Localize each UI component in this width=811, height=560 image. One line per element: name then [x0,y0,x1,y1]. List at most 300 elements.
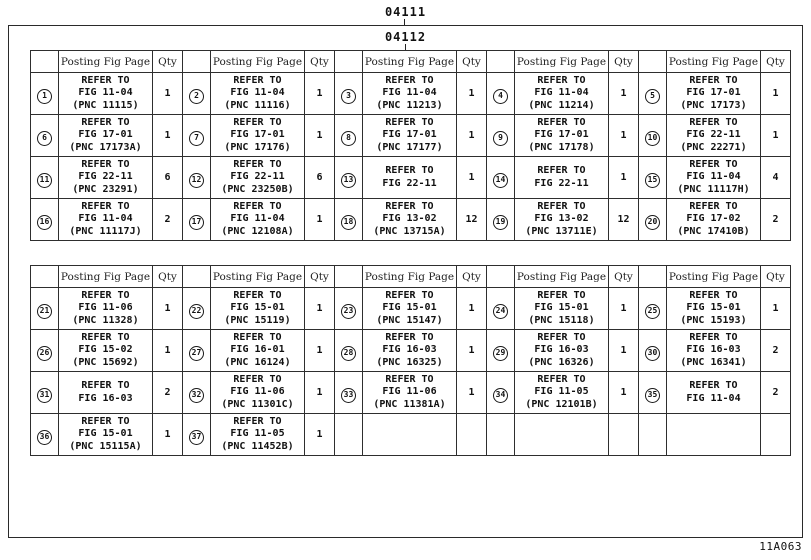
fig-reference-line: REFER TO [81,331,130,343]
item-number-badge [37,346,52,361]
qty-value: 1 [316,387,323,398]
qty-value-cell [457,330,487,372]
qty-value: 12 [465,214,478,225]
fig-reference-line: (PNC 11213) [376,99,443,111]
fig-reference-line: (PNC 17410B) [677,225,750,237]
qty-value: 2 [164,214,171,225]
fig-reference-cell [515,73,609,115]
fig-reference-line: REFER TO [385,331,434,343]
item-number-cell [639,73,667,115]
qty-value-cell [609,330,639,372]
table-row [31,330,791,372]
fig-reference-line: (PNC 13711E) [525,225,598,237]
fig-reference-line: FIG 15-01 [78,428,133,440]
qty-value: 1 [316,303,323,314]
qty-value-cell [305,157,335,199]
fig-reference-line: FIG 17-01 [78,129,133,141]
item-number: 12 [191,175,202,185]
qty-value-cell [457,372,487,414]
item-number: 13 [343,175,354,185]
item-number: 28 [343,348,354,358]
fig-reference-cell [667,157,761,199]
fig-reference-line: FIG 11-04 [686,171,741,183]
item-number-cell [487,288,515,330]
item-number: 14 [495,175,506,185]
fig-reference-line: FIG 15-02 [78,344,133,356]
item-number-badge [341,89,356,104]
item-number: 24 [495,306,506,316]
fig-reference-line: REFER TO [81,158,130,170]
fig-reference-line: REFER TO [689,289,738,301]
item-number: 9 [498,133,503,143]
fig-reference-line: (PNC 11381A) [373,398,446,410]
item-number-cell [183,157,211,199]
doc-code-04112: 04112 [384,30,427,44]
fig-reference-line: FIG 15-01 [230,302,285,314]
item-number-badge [341,388,356,403]
fig-reference-line: FIG 16-03 [686,344,741,356]
item-number: 23 [343,306,354,316]
fig-reference-cell [667,73,761,115]
qty-value: 6 [316,172,323,183]
item-number-badge [189,89,204,104]
qty-value: 1 [772,130,779,141]
fig-reference-line: REFER TO [385,373,434,385]
fig-reference-line: FIG 16-03 [382,344,437,356]
qty-value-cell [761,73,791,115]
item-number: 21 [39,306,50,316]
item-number-cell [639,414,667,456]
parts-table-lower [30,265,791,456]
fig-reference-line: REFER TO [81,289,130,301]
item-number-badge [493,173,508,188]
fig-reference-cell [363,372,457,414]
fig-reference-line: REFER TO [233,74,282,86]
item-number-badge [645,215,660,230]
fig-reference-line: REFER TO [537,200,586,212]
header-spacer-cell [639,51,667,73]
item-number-badge [493,388,508,403]
item-number: 25 [647,306,658,316]
item-number: 19 [495,217,506,227]
item-number-badge [645,388,660,403]
qty-value: 1 [316,429,323,440]
fig-reference-line: (PNC 13715A) [373,225,446,237]
fig-reference-cell [59,157,153,199]
qty-value-cell [761,414,791,456]
fig-reference-line: REFER TO [233,116,282,128]
fig-reference-line: REFER TO [233,373,282,385]
fig-reference-line: REFER TO [81,74,130,86]
fig-reference-line: (PNC 11116) [224,99,291,111]
fig-reference-line: (PNC 16341) [680,356,747,368]
header-spacer-cell [183,266,211,288]
item-number-badge [37,215,52,230]
item-number-badge [493,304,508,319]
fig-reference-line: REFER TO [233,200,282,212]
fig-reference-line: REFER TO [689,380,738,391]
header-posting-fig-page: Posting Fig Page [363,266,457,288]
item-number-badge [493,131,508,146]
qty-value: 1 [316,214,323,225]
page-code: 11A063 [759,540,802,553]
item-number: 4 [498,91,503,101]
header-spacer-cell [639,266,667,288]
fig-reference-cell [667,199,761,241]
header-qty: Qty [305,266,335,288]
qty-value: 1 [164,429,171,440]
item-number-badge [189,173,204,188]
qty-value: 1 [620,130,627,141]
item-number: 17 [191,217,202,227]
qty-value-cell [153,157,183,199]
qty-value-cell [609,414,639,456]
table-row [31,199,791,241]
fig-reference-line: FIG 16-01 [230,344,285,356]
item-number: 6 [42,133,47,143]
fig-reference-line: REFER TO [233,158,282,170]
qty-value-cell [457,73,487,115]
qty-value: 1 [620,172,627,183]
outer-frame [8,25,803,538]
item-number-badge [645,346,660,361]
fig-reference-line: FIG 11-04 [230,87,285,99]
fig-reference-cell [59,73,153,115]
fig-reference-cell [363,414,457,456]
qty-value: 1 [468,387,475,398]
doc-code-04111: 04111 [384,5,427,19]
item-number-cell [335,414,363,456]
qty-value-cell [609,199,639,241]
item-number-cell [335,199,363,241]
qty-value-cell [457,157,487,199]
qty-value-cell [609,73,639,115]
fig-reference-line: (PNC 11117J) [69,225,142,237]
item-number: 32 [191,390,202,400]
item-number: 36 [39,432,50,442]
item-number: 22 [191,306,202,316]
fig-reference-cell [59,414,153,456]
qty-value: 1 [316,345,323,356]
header-posting-fig-page: Posting Fig Page [667,266,761,288]
fig-reference-line: FIG 11-06 [382,386,437,398]
fig-reference-cell [667,372,761,414]
item-number-badge [189,304,204,319]
fig-reference-line: (PNC 15193) [680,314,747,326]
fig-reference-line: REFER TO [385,116,434,128]
item-number-cell [487,115,515,157]
qty-value-cell [153,372,183,414]
fig-reference-line: REFER TO [81,380,130,391]
fig-reference-line: (PNC 15115A) [69,440,142,452]
fig-reference-line: REFER TO [689,331,738,343]
item-number-cell [31,288,59,330]
fig-reference-line: (PNC 17173A) [69,141,142,153]
fig-reference-line: FIG 11-04 [534,87,589,99]
item-number: 31 [39,390,50,400]
fig-reference-line: REFER TO [81,116,130,128]
fig-reference-cell [667,330,761,372]
fig-reference-line: (PNC 17177) [376,141,443,153]
item-number-badge [645,304,660,319]
fig-reference-line: REFER TO [537,116,586,128]
item-number: 35 [647,390,658,400]
item-number: 34 [495,390,506,400]
qty-value-cell [457,199,487,241]
fig-reference-cell [59,288,153,330]
fig-reference-cell [59,330,153,372]
fig-reference-line: FIG 22-11 [230,171,285,183]
fig-reference-line: FIG 11-04 [230,213,285,225]
header-posting-fig-page: Posting Fig Page [515,266,609,288]
item-number-cell [335,288,363,330]
header-qty: Qty [761,51,791,73]
qty-value: 1 [468,88,475,99]
qty-value-cell [305,73,335,115]
fig-reference-cell [667,115,761,157]
item-number-cell [335,73,363,115]
item-number-badge [37,131,52,146]
fig-reference-line: REFER TO [537,74,586,86]
item-number-cell [335,330,363,372]
item-number-badge [341,131,356,146]
fig-reference-cell [211,288,305,330]
table-row [31,157,791,199]
fig-reference-line: REFER TO [385,74,434,86]
fig-reference-line: FIG 17-01 [686,87,741,99]
qty-value-cell [609,372,639,414]
qty-value-cell [761,330,791,372]
item-number-cell [183,372,211,414]
item-number-badge [493,346,508,361]
fig-reference-line: (PNC 15118) [528,314,595,326]
qty-value-cell [457,288,487,330]
item-number: 29 [495,348,506,358]
item-number: 26 [39,348,50,358]
item-number: 5 [650,91,655,101]
item-number-cell [31,115,59,157]
item-number-cell [639,372,667,414]
fig-reference-cell [211,372,305,414]
item-number-badge [341,346,356,361]
fig-reference-cell [363,288,457,330]
fig-reference-line: FIG 22-11 [534,177,589,189]
fig-reference-line: (PNC 15692) [72,356,139,368]
header-qty: Qty [609,266,639,288]
item-number-cell [31,73,59,115]
fig-reference-line: FIG 17-01 [230,129,285,141]
fig-reference-line: FIG 16-03 [78,392,133,404]
fig-reference-line: (PNC 11301C) [221,398,294,410]
qty-value: 1 [164,303,171,314]
fig-reference-line: (PNC 12108A) [221,225,294,237]
header-spacer-cell [183,51,211,73]
fig-reference-line: FIG 22-11 [686,129,741,141]
parts-table-upper [30,50,791,241]
item-number-badge [37,89,52,104]
qty-value-cell [153,73,183,115]
header-qty: Qty [153,51,183,73]
qty-value: 1 [316,88,323,99]
qty-value: 1 [468,172,475,183]
fig-reference-line: FIG 11-04 [78,87,133,99]
item-number: 2 [194,91,199,101]
fig-reference-cell [515,330,609,372]
item-number: 3 [346,91,351,101]
fig-reference-line: REFER TO [537,165,586,176]
fig-reference-line: FIG 22-11 [78,171,133,183]
qty-value: 1 [620,88,627,99]
item-number-badge [37,430,52,445]
item-number-cell [639,199,667,241]
qty-value-cell [457,115,487,157]
fig-reference-line: FIG 11-05 [534,386,589,398]
fig-reference-line: (PNC 16326) [528,356,595,368]
fig-reference-line: REFER TO [233,331,282,343]
fig-reference-cell [363,115,457,157]
item-number-cell [487,414,515,456]
fig-reference-line: (PNC 15119) [224,314,291,326]
fig-reference-cell [667,288,761,330]
fig-reference-line: (PNC 12101B) [525,398,598,410]
item-number-badge [189,215,204,230]
header-posting-fig-page: Posting Fig Page [667,51,761,73]
fig-reference-line: FIG 15-01 [382,302,437,314]
item-number-cell [183,199,211,241]
fig-reference-line: (PNC 11115) [72,99,139,111]
item-number-cell [335,115,363,157]
item-number-cell [31,414,59,456]
qty-value: 1 [620,303,627,314]
header-qty: Qty [609,51,639,73]
qty-value: 1 [316,130,323,141]
item-number-badge [493,215,508,230]
item-number-cell [487,330,515,372]
fig-reference-line: FIG 11-06 [230,386,285,398]
fig-reference-line: REFER TO [385,200,434,212]
qty-value-cell [609,115,639,157]
qty-value-cell [761,115,791,157]
header-posting-fig-page: Posting Fig Page [515,51,609,73]
item-number-cell [31,157,59,199]
item-number-cell [335,372,363,414]
item-number-cell [31,199,59,241]
fig-reference-line: FIG 16-03 [534,344,589,356]
fig-reference-line: FIG 13-02 [382,213,437,225]
header-spacer-cell [335,51,363,73]
fig-reference-cell [363,73,457,115]
header-posting-fig-page: Posting Fig Page [211,51,305,73]
item-number-cell [183,73,211,115]
qty-value: 4 [772,172,779,183]
fig-reference-cell [59,199,153,241]
qty-value: 6 [164,172,171,183]
fig-reference-line: (PNC 17176) [224,141,291,153]
item-number: 18 [343,217,354,227]
header-qty: Qty [761,266,791,288]
fig-reference-line: REFER TO [81,415,130,427]
item-number-badge [645,131,660,146]
fig-reference-line: FIG 22-11 [382,177,437,189]
qty-value-cell [609,288,639,330]
item-number-cell [183,330,211,372]
qty-value-cell [761,157,791,199]
fig-reference-line: (PNC 16325) [376,356,443,368]
item-number: 1 [42,91,47,101]
fig-reference-line: REFER TO [689,116,738,128]
fig-reference-line: FIG 15-01 [534,302,589,314]
item-number-badge [645,89,660,104]
fig-reference-line: FIG 15-01 [686,302,741,314]
item-number-badge [341,304,356,319]
qty-value: 12 [617,214,630,225]
table-row [31,288,791,330]
qty-value-cell [153,288,183,330]
fig-reference-line: REFER TO [233,415,282,427]
item-number-cell [183,288,211,330]
qty-value: 1 [468,345,475,356]
fig-reference-cell [515,199,609,241]
fig-reference-cell [363,330,457,372]
qty-value-cell [761,288,791,330]
fig-reference-line: FIG 11-06 [78,302,133,314]
item-number: 20 [647,217,658,227]
item-number-badge [37,388,52,403]
qty-value-cell [305,414,335,456]
qty-value: 1 [620,345,627,356]
qty-value: 1 [620,387,627,398]
fig-reference-line: (PNC 15147) [376,314,443,326]
fig-reference-line: FIG 17-01 [382,129,437,141]
header-row [31,51,791,73]
qty-value: 1 [164,345,171,356]
header-qty: Qty [305,51,335,73]
fig-reference-cell [363,199,457,241]
header-posting-fig-page: Posting Fig Page [211,266,305,288]
item-number-badge [645,173,660,188]
qty-value: 2 [772,387,779,398]
qty-value-cell [153,115,183,157]
fig-reference-line: REFER TO [81,200,130,212]
fig-reference-line: (PNC 11328) [72,314,139,326]
fig-reference-cell [211,115,305,157]
header-spacer-cell [335,266,363,288]
item-number-cell [487,372,515,414]
fig-reference-line: (PNC 17173) [680,99,747,111]
item-number-cell [639,288,667,330]
fig-reference-cell [211,414,305,456]
fig-reference-cell [515,288,609,330]
header-row [31,266,791,288]
header-spacer-cell [31,266,59,288]
table-row [31,414,791,456]
header-spacer-cell [487,51,515,73]
fig-reference-line: REFER TO [537,373,586,385]
item-number-cell [639,157,667,199]
item-number-cell [487,199,515,241]
header-qty: Qty [457,51,487,73]
fig-reference-line: FIG 17-01 [534,129,589,141]
item-number-cell [639,115,667,157]
fig-reference-line: REFER TO [233,289,282,301]
fig-reference-cell [59,372,153,414]
fig-reference-line: REFER TO [689,74,738,86]
qty-value-cell [761,372,791,414]
item-number-badge [37,304,52,319]
fig-reference-cell [515,414,609,456]
item-number-cell [335,157,363,199]
qty-value: 2 [772,214,779,225]
